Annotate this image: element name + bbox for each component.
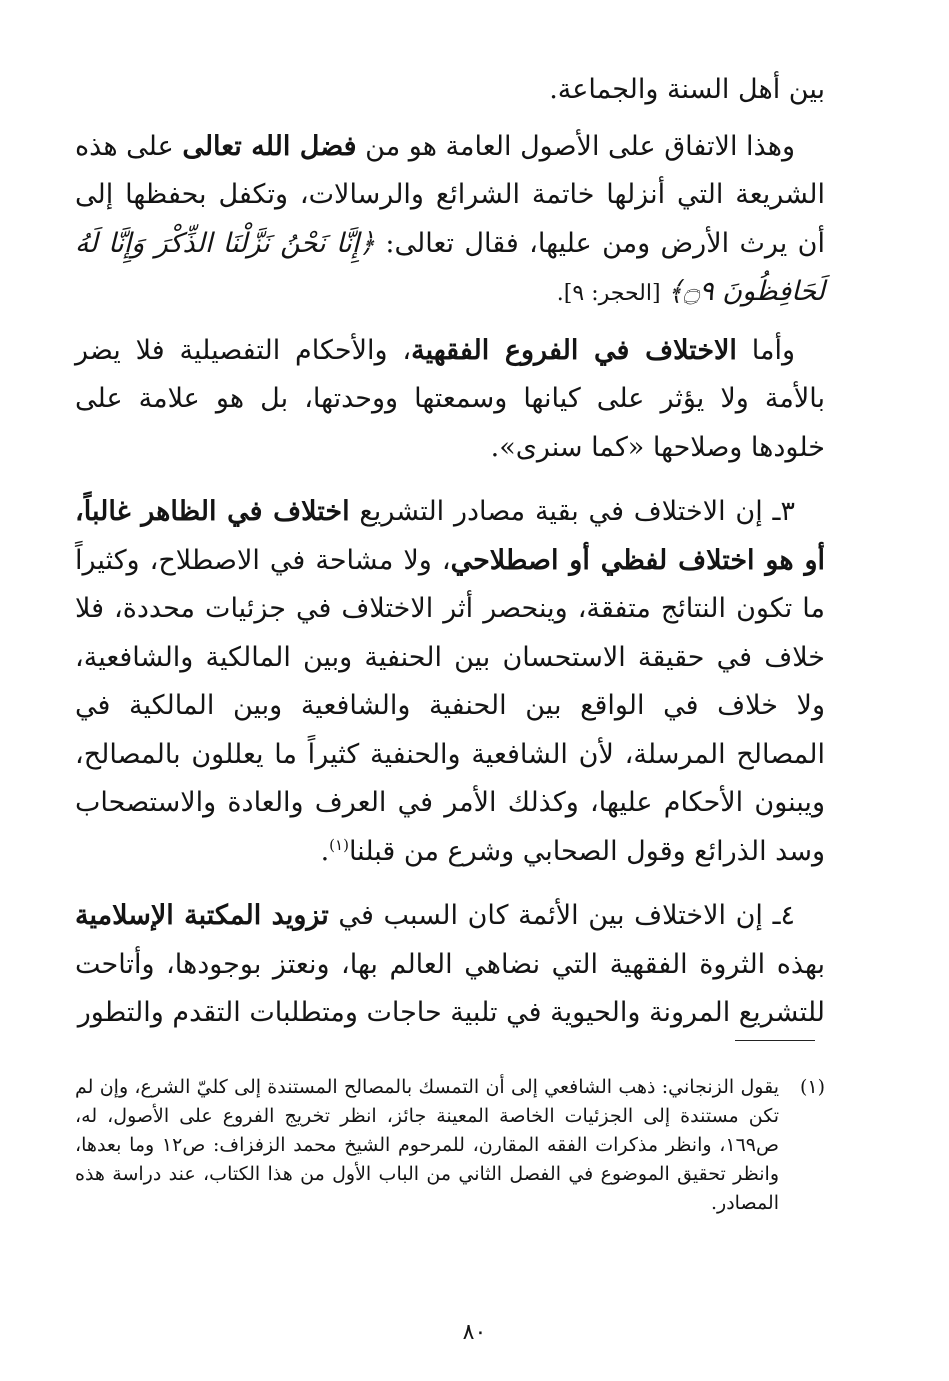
point-3-text-a: ٣ـ إن الاختلاف في بقية مصادر التشريع — [349, 496, 795, 527]
main-text — [75, 66, 825, 1038]
paragraph-point-4 — [75, 892, 825, 1038]
footnote-reference[interactable]: (١) — [329, 835, 349, 854]
paragraph-3-bold: الاختلاف في الفروع الفقهية — [411, 334, 737, 366]
footnote-marker: (١) — [799, 1076, 825, 1098]
footnote — [75, 1073, 825, 1218]
paragraph-2-bold: فضل الله تعالى — [182, 130, 357, 162]
paragraph-3-text-a: وأما — [736, 334, 796, 366]
footnote-separator — [735, 1040, 815, 1041]
quran-verse: ﴿إِنَّا نَحْنُ نَزَّلْنَا الذِّكْرَ وَإِنَّا لَهُ لَحَافِظُونَ ۝٩﴾ — [75, 227, 825, 307]
point-3-bold: اختلاف في الظاهر غالباً، أو هو اختلاف لفظي أو اصطلاحي — [75, 496, 826, 576]
footnote-text: يقول الزنجاني: ذهب الشافعي إلى أن التمسك بالمصالح المستندة إلى كليّ الشرع، وإن لم تكن مستندة إلى الجزئيات الخاصة المعينة جائز، انظر تخريج الفروع على الأصول، له، ص١٦٩، وانظر مذكرات الفقه المقارن، للمرحوم الشيخ محمد الزفزاف: ص١٢ وما بعدها، وانظر تحقيق الموضوع في الفصل الثاني من الباب الأول من هذا الكتاب، عند دراسة هذه المصادر. — [75, 1076, 779, 1214]
paragraph-3 — [75, 327, 825, 473]
paragraph-2-text-a: وهذا الاتفاق على الأصول العامة هو من — [356, 130, 796, 162]
paragraph-point-3 — [75, 488, 825, 876]
point-3-text-c: ، ولا مشاحة في الاصطلاح، وكثيراً ما تكون النتائج متفقة، وينحصر أثر الاختلاف في جزئيات محددة، فلا خلاف في حقيقة الاستحسان بين الحنفية وبين المالكية والشافعية، ولا خلاف في الواقع بين الحنفية والشافعية وبين المالكية في المصالح المرسلة، لأن الشافعية والحنفية كثيراً ما يعللون بالمصالح، ويبنون الأحكام عليها، وكذلك الأمر في العرف والعادة والاستصحاب وسد الذرائع وقول الصحابي وشرع من قبلنا — [75, 544, 825, 867]
paragraph-1-text: بين أهل السنة والجماعة. — [549, 74, 825, 105]
paragraph-2 — [75, 123, 825, 319]
point-3-text-d: . — [320, 835, 330, 867]
point-4-bold: تزويد المكتبة الإسلامية — [75, 900, 329, 931]
page-number: ٨٠ — [462, 1320, 487, 1345]
paragraph-3-text-c: ، والأحكام التفصيلية فلا يضر بالأمة ولا يؤثر على كيانها وسمعتها ووحدتها، بل هو علامة على خلودها وصلاحها «كما سنرى». — [75, 334, 825, 463]
paragraph-1 — [75, 66, 825, 115]
quran-reference: [الحجر: ٩]. — [556, 281, 668, 306]
point-4-text-c: بهذه الثروة الفقهية التي نضاهي العالم بها، ونعتز بوجودها، وأتاحت للتشريع المرونة والحيوية في تلبية حاجات ومتطلبات التقدم والتطور — [75, 948, 825, 1028]
paragraph-2-text-c: على هذه الشريعة التي أنزلها خاتمة الشرائع والرسالات، وتكفل بحفظها إلى أن يرث الأرض ومن عليها، فقال تعالى: — [75, 130, 825, 259]
point-4-text-a: ٤ـ إن الاختلاف بين الأئمة كان السبب في — [328, 900, 795, 931]
